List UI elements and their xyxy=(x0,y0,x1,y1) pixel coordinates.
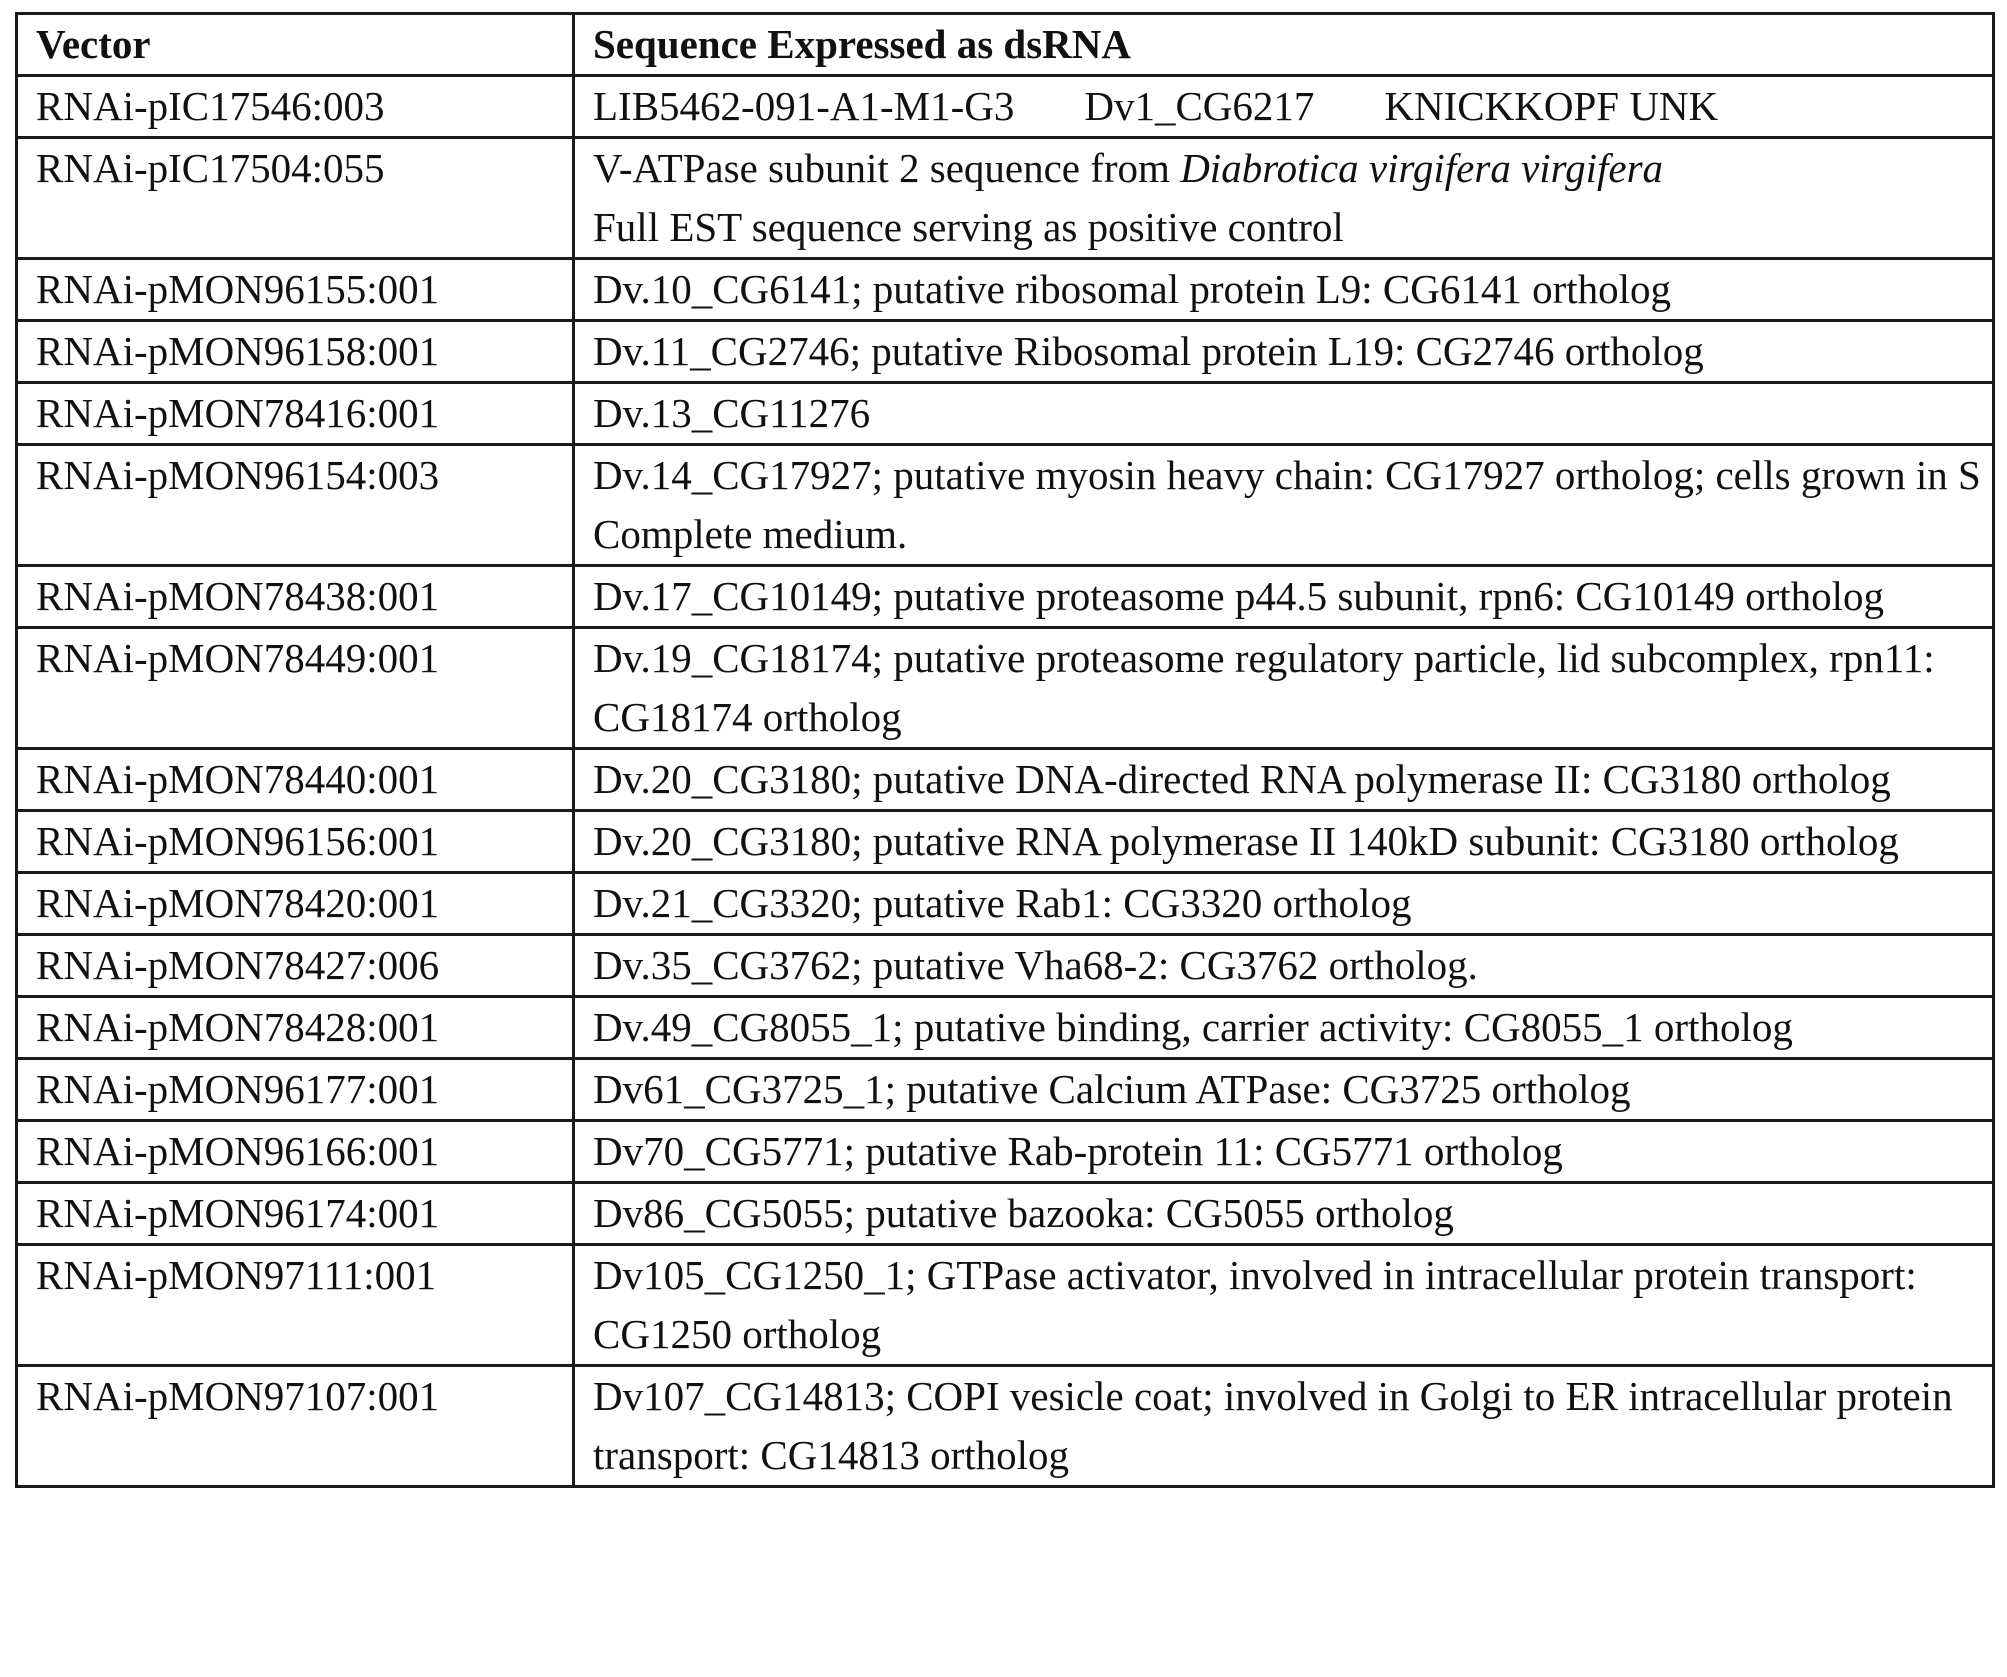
vector-cell: RNAi-pIC17546:003 xyxy=(17,76,574,138)
sequence-cell: Dv.10_CG6141; putative ribosomal protein L9: CG6141 ortholog xyxy=(574,259,1994,321)
sequence-cell: Dv.20_CG3180; putative DNA-directed RNA polymerase II: CG3180 ortholog xyxy=(574,749,1994,811)
sequence-cell: Dv.35_CG3762; putative Vha68-2: CG3762 ortholog. xyxy=(574,935,1994,997)
vector-cell: RNAi-pMON97111:001 xyxy=(17,1245,574,1366)
table-row xyxy=(17,259,1994,321)
vector-cell: RNAi-pMON97107:001 xyxy=(17,1366,574,1487)
sequence-cell xyxy=(574,138,1994,259)
vector-cell: RNAi-pMON96155:001 xyxy=(17,259,574,321)
vector-cell: RNAi-pMON96177:001 xyxy=(17,1059,574,1121)
sequence-cell: Dv61_CG3725_1; putative Calcium ATPase: CG3725 ortholog xyxy=(574,1059,1994,1121)
sequence-cell: Dv107_CG14813; COPI vesicle coat; involved in Golgi to ER intracellular protein transport: CG14813 ortholog xyxy=(574,1366,1994,1487)
vector-cell: RNAi-pMON78449:001 xyxy=(17,628,574,749)
table-row xyxy=(17,749,1994,811)
sequence-cell: Dv70_CG5771; putative Rab-protein 11: CG5771 ortholog xyxy=(574,1121,1994,1183)
sequence-cell: Dv105_CG1250_1; GTPase activator, involved in intracellular protein transport: CG1250 ortholog xyxy=(574,1245,1994,1366)
vector-cell: RNAi-pMON96166:001 xyxy=(17,1121,574,1183)
vector-cell: RNAi-pMON96174:001 xyxy=(17,1183,574,1245)
sequence-cell: Dv.19_CG18174; putative proteasome regulatory particle, lid subcomplex, rpn11: CG18174 ortholog xyxy=(574,628,1994,749)
sequence-cell: Dv.21_CG3320; putative Rab1: CG3320 ortholog xyxy=(574,873,1994,935)
sequence-cell: Dv86_CG5055; putative bazooka: CG5055 ortholog xyxy=(574,1183,1994,1245)
table-row xyxy=(17,1366,1994,1487)
vector-cell: RNAi-pMON78420:001 xyxy=(17,873,574,935)
table-row xyxy=(17,1059,1994,1121)
vector-cell: RNAi-pIC17504:055 xyxy=(17,138,574,259)
sequence-part: LIB5462-091-A1-M1-G3 xyxy=(593,83,1014,129)
vector-cell: RNAi-pMON78427:006 xyxy=(17,935,574,997)
header-sequence: Sequence Expressed as dsRNA xyxy=(574,14,1994,76)
vector-cell: RNAi-pMON96158:001 xyxy=(17,321,574,383)
sequence-cell xyxy=(574,76,1994,138)
sequence-cell: Dv.14_CG17927; putative myosin heavy chain: CG17927 ortholog; cells grown in S Complete medium. xyxy=(574,445,1994,566)
sequence-cell: Dv.20_CG3180; putative RNA polymerase II 140kD subunit: CG3180 ortholog xyxy=(574,811,1994,873)
table-row xyxy=(17,811,1994,873)
vector-cell: RNAi-pMON78440:001 xyxy=(17,749,574,811)
table-header-row xyxy=(17,14,1994,76)
table-row xyxy=(17,76,1994,138)
sequence-cell: Dv.13_CG11276 xyxy=(574,383,1994,445)
table-row xyxy=(17,1183,1994,1245)
table-row xyxy=(17,628,1994,749)
sequence-cell: Dv.49_CG8055_1; putative binding, carrier activity: CG8055_1 ortholog xyxy=(574,997,1994,1059)
sequence-part: KNICKKOPF UNK xyxy=(1384,83,1718,129)
table-row xyxy=(17,997,1994,1059)
table-row xyxy=(17,383,1994,445)
table-row xyxy=(17,935,1994,997)
table-row xyxy=(17,321,1994,383)
species-name: Diabrotica virgifera virgifera xyxy=(1180,145,1663,191)
table-row xyxy=(17,566,1994,628)
sequence-cell: Dv.11_CG2746; putative Ribosomal protein L19: CG2746 ortholog xyxy=(574,321,1994,383)
vector-cell: RNAi-pMON78438:001 xyxy=(17,566,574,628)
vector-cell: RNAi-pMON96154:003 xyxy=(17,445,574,566)
table-row xyxy=(17,138,1994,259)
header-vector: Vector xyxy=(17,14,574,76)
sequence-text: Full EST sequence serving as positive control xyxy=(593,204,1344,250)
sequence-text: V-ATPase subunit 2 sequence from xyxy=(593,145,1180,191)
sequence-cell: Dv.17_CG10149; putative proteasome p44.5 subunit, rpn6: CG10149 ortholog xyxy=(574,566,1994,628)
table-row xyxy=(17,445,1994,566)
vector-cell: RNAi-pMON96156:001 xyxy=(17,811,574,873)
vector-cell: RNAi-pMON78416:001 xyxy=(17,383,574,445)
vector-table xyxy=(15,12,1995,1488)
table-row xyxy=(17,873,1994,935)
table-row xyxy=(17,1245,1994,1366)
sequence-part: Dv1_CG6217 xyxy=(1084,83,1314,129)
table-row xyxy=(17,1121,1994,1183)
vector-cell: RNAi-pMON78428:001 xyxy=(17,997,574,1059)
